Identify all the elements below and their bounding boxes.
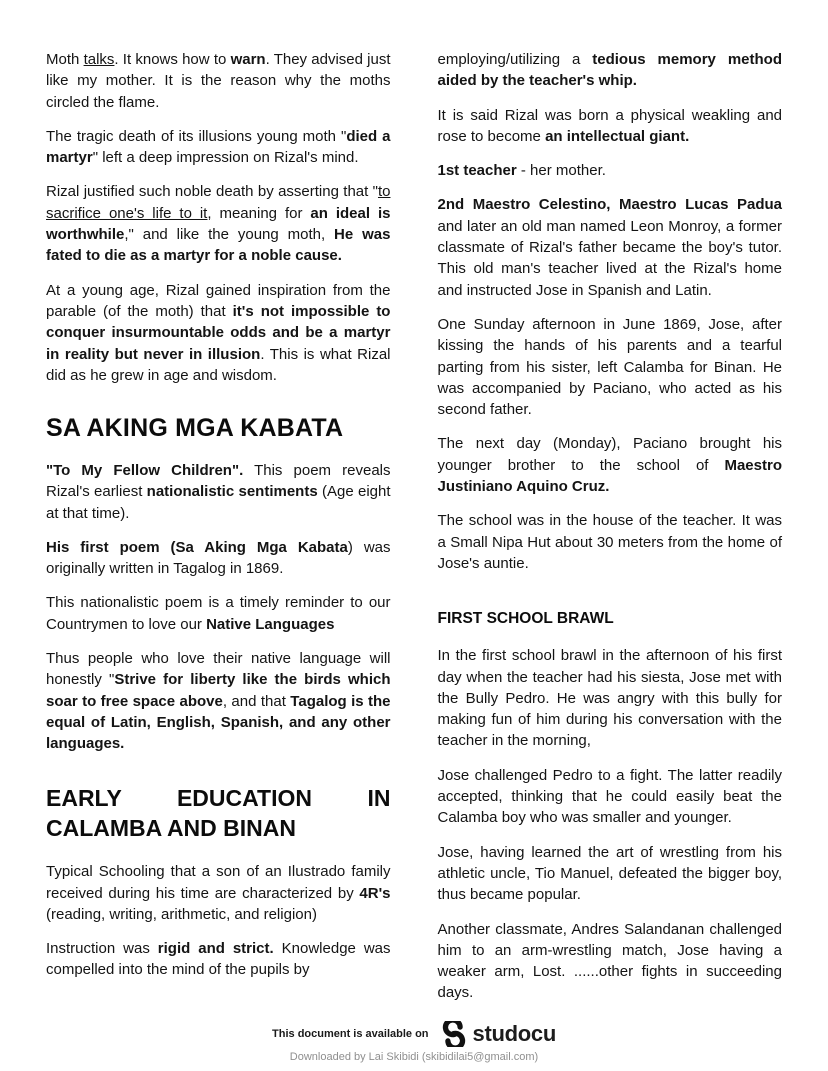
studocu-wordmark: studocu [472,1021,556,1046]
text-segment: - her mother. [516,162,606,180]
paragraph [438,645,783,751]
text-segment: Jose, having learned the art of wrestling from his athletic uncle, Tio Manuel, defeated the bigger boy, thus became popular. [437,843,782,904]
text-segment: One Sunday afternoon in June 1869, Jose, after kissing the hands of his parents and a tearful parting from his sister, left Calamba for Binan. He was accompanied by Paciano, who acted as his second father. [437,315,782,419]
text-segment: tedious memory method aided by the teacher's whip. [437,51,782,90]
text-segment: 2nd Maestro Celestino, Maestro Lucas Padua [437,196,782,214]
paragraph [46,592,391,635]
paragraph [438,433,783,497]
text-segment: His first poem (Sa Aking Mga Kabata [46,538,348,556]
text-segment: He was fated to die as a martyr for a noble cause. [46,226,391,265]
text-segment: died a martyr [46,127,391,167]
footer [0,1021,828,1063]
text-segment: This nationalistic poem is a timely reminder to our Countrymen to love our [46,594,391,633]
text-segment: Moth [46,51,84,68]
text-segment: (Age eight at that time). [46,483,391,522]
paragraph [46,280,391,386]
text-segment: an ideal is worthwhile [46,204,391,244]
text-segment: Instruction was [46,940,158,958]
paragraph [46,460,391,524]
paragraph [46,861,391,925]
paragraph [46,49,391,113]
text-segment: nationalistic sentiments [146,483,318,501]
text-segment: " left a deep impression on Rizal's mind. [92,149,359,167]
paragraph [438,510,783,574]
text-segment: Strive for liberty like the birds which soar to free space above [46,671,391,710]
text-segment: , and that [222,692,291,710]
text-segment: It is said Rizal was born a physical weakling and rose to become [437,106,782,145]
text-segment: . This is what Rizal did as he grew in age and wisdom. [46,345,391,384]
text-segment: Tagalog is the equal of Latin, English, Spanish, and any other languages. [46,692,391,753]
text-segment: Another classmate, Andres Salandanan challenged him to an arm-wrestling match, Jose having a weaker arm, Lost. ......other fights in succeeding days. [437,920,782,1002]
text-segment: warn [230,51,266,68]
paragraph [438,765,783,829]
text-segment: employing/utilizing a [437,51,593,68]
text-segment: Maestro Justiniano Aquino Cruz. [437,456,782,496]
text-segment: and later an old man named Leon Monroy, a former classmate of Rizal's father became the boy's tutor. This old man's teacher lived at the Rizal's home and instructed Jose in Spanish and Latin. [437,217,782,299]
paragraph [438,314,783,420]
section-heading-first-school-brawl: FIRST SCHOOL BRAWL [437,610,614,628]
section-heading-sa-aking-mga-kabata: SA AKING MGA KABATA [46,414,344,443]
text-segment: Rizal justified such noble death by asserting that " [46,183,378,201]
text-segment: ," and like the young moth, [124,226,335,244]
text-segment: Knowledge was compelled into the mind of the pupils by [46,940,391,979]
text-segment: The next day (Monday), Paciano brought his younger brother to the school of [437,435,782,474]
right-column [438,49,783,1017]
text-segment: an intellectual giant. [545,127,690,145]
text-segment: The school was in the house of the teacher. It was a Small Nipa Hut about 30 meters from the home of Jose's auntie. [437,512,782,572]
paragraph [438,194,783,300]
paragraph [46,938,391,981]
paragraph [46,537,391,580]
footer-brand-row [272,1021,556,1047]
text-segment: At a young age, Rizal gained inspiration from the parable (of the moth) that [46,281,391,320]
studocu-icon [441,1021,467,1047]
text-segment: 1st teacher [437,162,517,180]
paragraph [46,648,391,754]
text-segment: Typical Schooling that a son of an Ilustrado family received during his time are characterized by [46,863,391,902]
paragraph [46,181,391,266]
paragraph [438,842,783,906]
text-segment: Thus people who love their native language will honestly " [46,649,391,689]
text-segment: Native Languages [206,615,335,633]
text-segment: In the first school brawl in the afternoon of his first day when the teacher had his siesta, Jose met with the Bully Pedro. He was angry with this bully for making fun of him during his conversation with the teacher in the morning, [437,647,782,750]
text-segment: to sacrifice one's life to it, [46,183,391,222]
text-segment: . It knows how to [114,51,231,68]
left-column [46,49,391,1017]
text-segment: ) was originally written in Tagalog in 1869. [46,538,391,578]
paragraph [438,105,783,148]
paragraph [438,49,783,92]
text-segment: (reading, writing, arithmetic, and religion) [46,905,317,923]
text-segment: The tragic death of its illusions young moth " [46,127,347,145]
text-segment: This poem reveals Rizal's earliest [46,461,391,501]
text-segment: talks [83,51,115,68]
text-segment: meaning for [211,204,311,222]
studocu-logo[interactable] [441,1021,556,1047]
text-segment: "To My Fellow Children". [46,461,244,479]
text-segment: it's not impossible to conquer insurmountable odds and be a martyr in reality but never in illusion [46,302,391,363]
text-segment: 4R's [359,884,391,902]
text-segment: Jose challenged Pedro to a fight. The latter readily accepted, thinking that he could easily beat the Calamba boy who was smaller and younger. [437,766,782,827]
downloaded-by-text: Downloaded by Lai Skibidi (skibidilai5@gmail.com) [289,1051,539,1063]
paragraph [438,919,783,1004]
text-segment: rigid and strict. [157,940,274,958]
paragraph [438,160,783,181]
text-segment: . They advised just like my mother. It is the reason why the moths circled the flame. [46,51,391,111]
paragraph [46,126,391,169]
section-heading-early-education: EARLY EDUCATION IN CALAMBA AND BINAN [46,785,391,842]
footer-available-text: This document is available on [272,1028,429,1040]
